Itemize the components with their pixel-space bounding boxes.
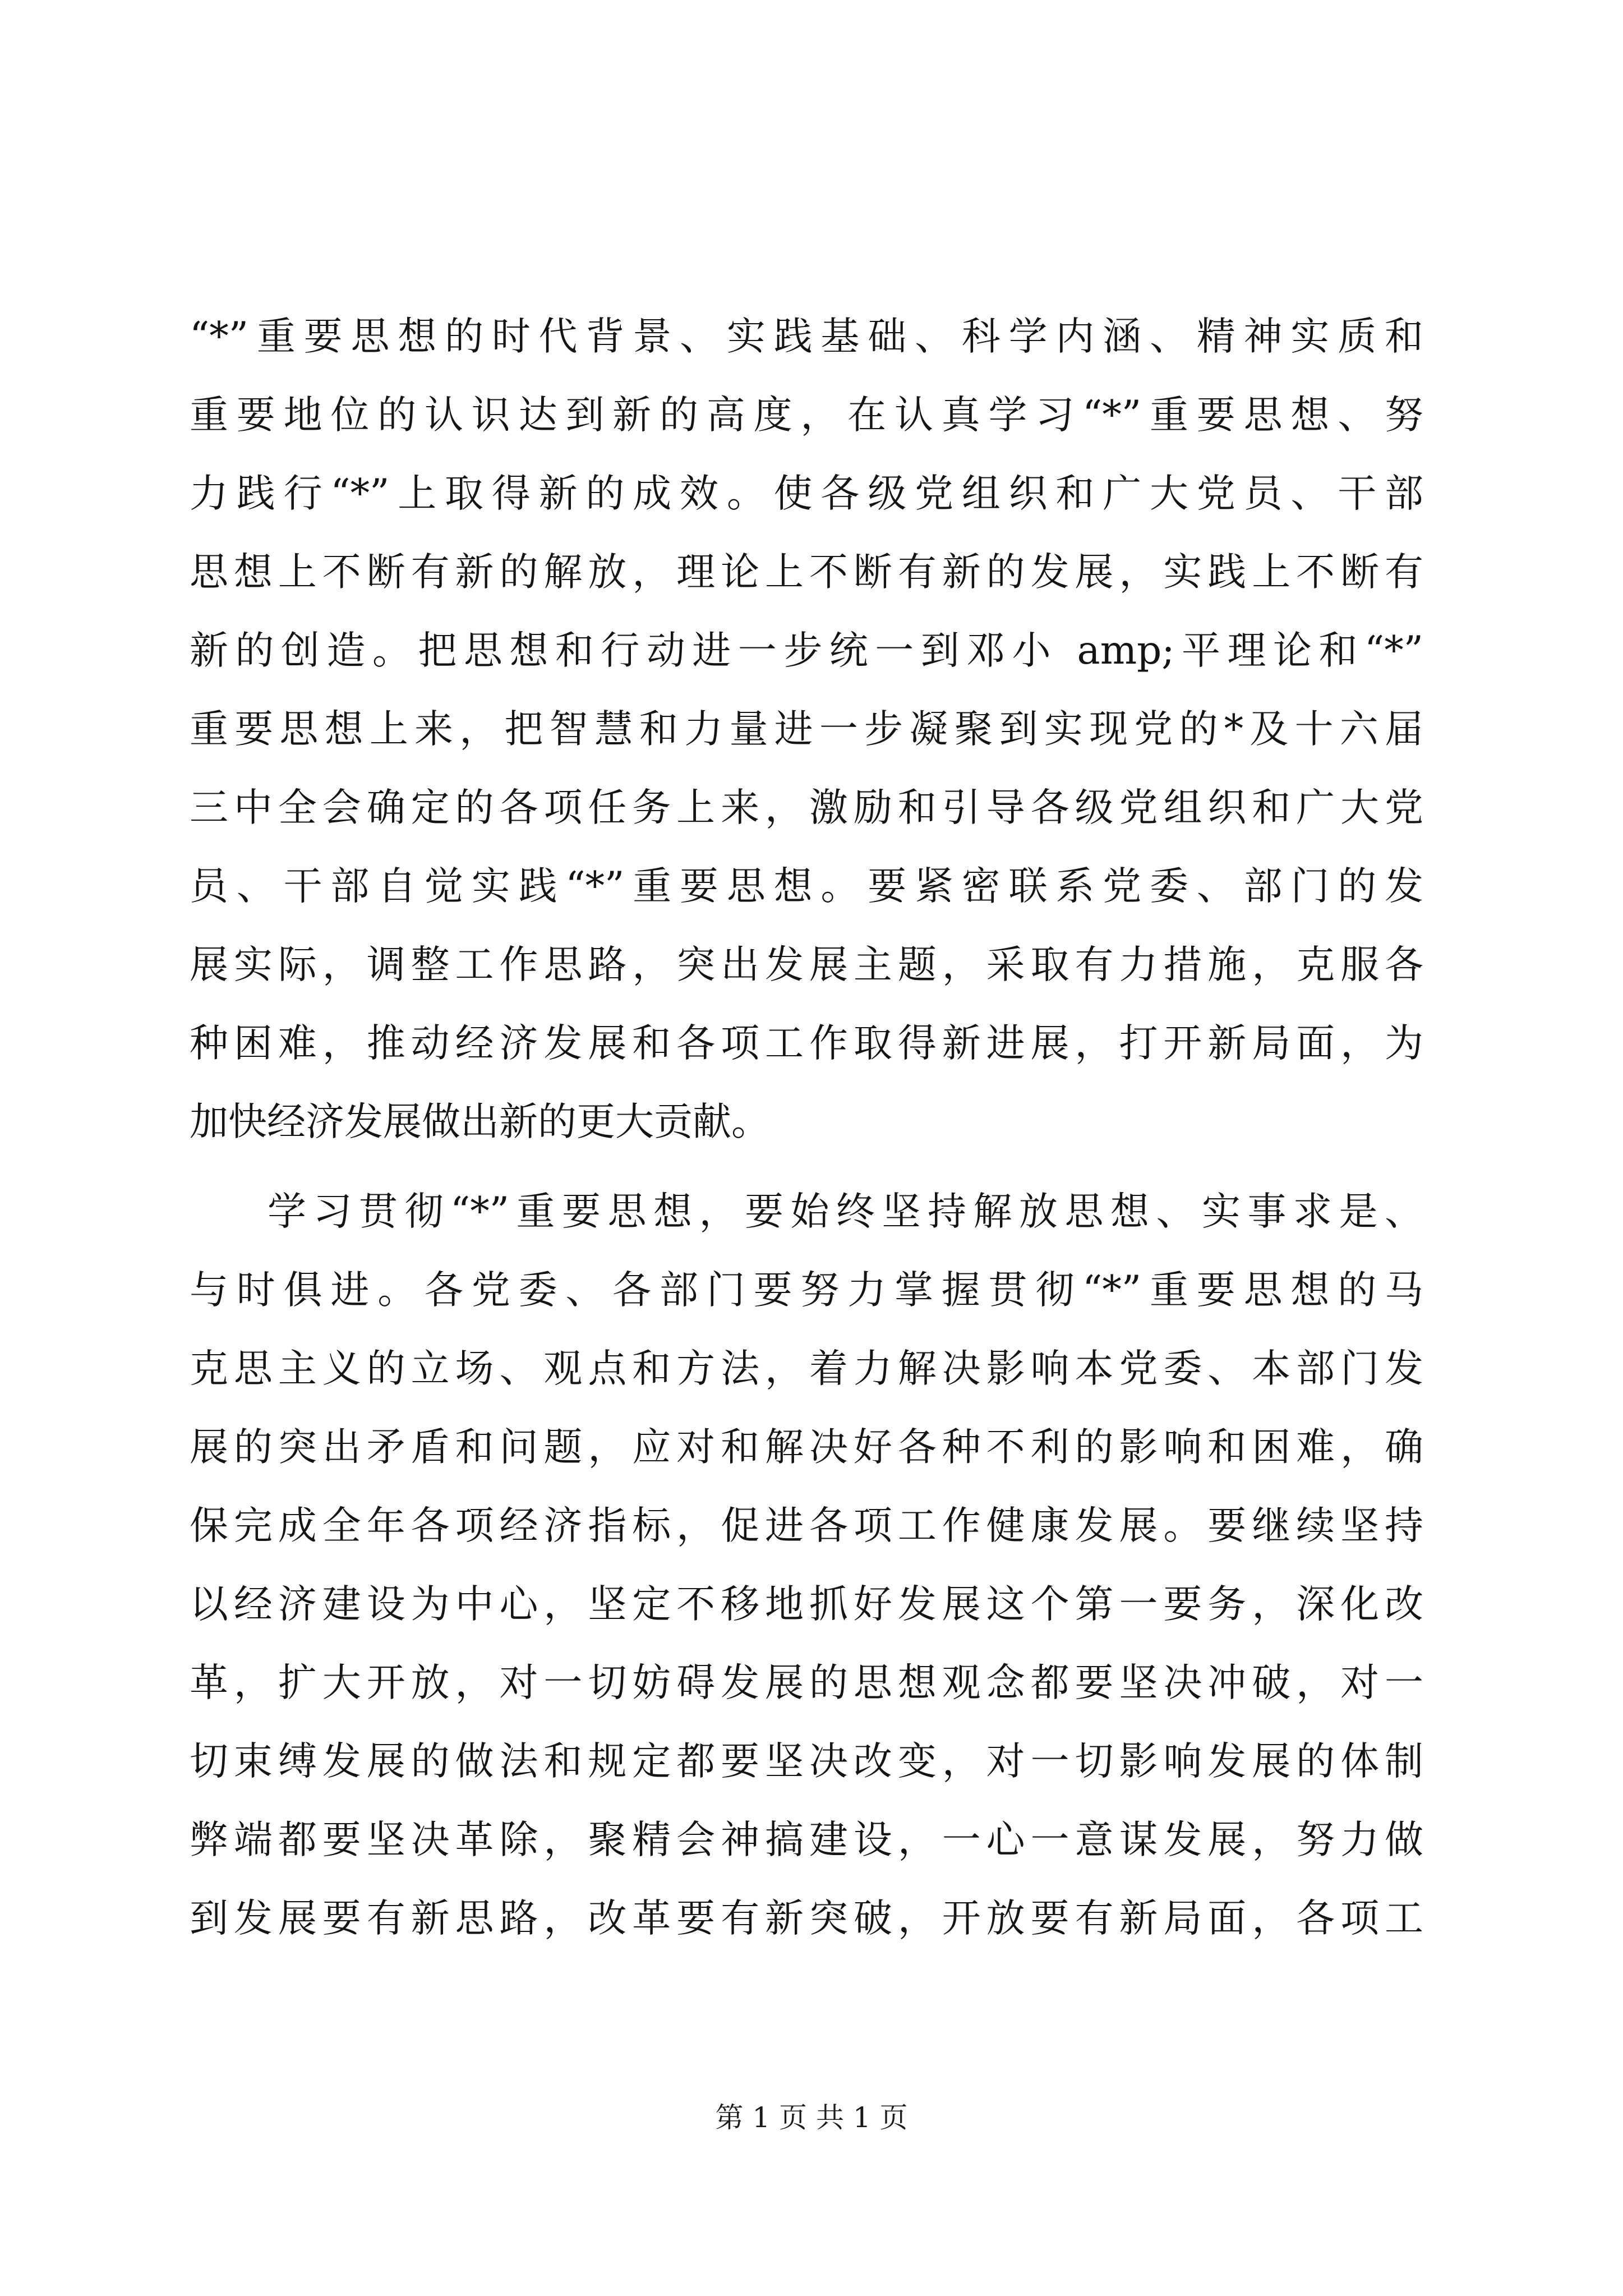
text-line: 展实际，调整工作思路，突出发展主题，采取有力措施，克服各 bbox=[190, 942, 1423, 987]
text-line: 克思主义的立场、观点和方法，着力解决影响本党委、本部门发 bbox=[190, 1346, 1423, 1391]
text-line: 新的创造。把思想和行动进一步统一到邓小 amp;平理论和“*” bbox=[190, 628, 1423, 673]
text-line: “*”重要思想的时代背景、实践基础、科学内涵、精神实质和 bbox=[190, 314, 1423, 359]
text-line: 力践行“*”上取得新的成效。使各级党组织和广大党员、干部 bbox=[190, 471, 1423, 516]
text-line: 思想上不断有新的解放，理论上不断有新的发展，实践上不断有 bbox=[190, 550, 1423, 595]
text-line: 与时俱进。各党委、各部门要努力掌握贯彻“*”重要思想的马 bbox=[190, 1268, 1423, 1313]
text-line: 员、干部自觉实践“*”重要思想。要紧密联系党委、部门的发 bbox=[190, 864, 1423, 909]
text-line: 到发展要有新思路，改革要有新突破，开放要有新局面，各项工 bbox=[190, 1896, 1423, 1941]
paragraph-1 bbox=[190, 297, 1423, 1161]
page-number-footer: 第 1 页 共 1 页 bbox=[715, 2101, 908, 2134]
text-line: 以经济建设为中心，坚定不移地抓好发展这个第一要务，深化改 bbox=[190, 1582, 1423, 1627]
text-line: 切束缚发展的做法和规定都要坚决改变，对一切影响发展的体制 bbox=[190, 1739, 1423, 1784]
text-line: 学习贯彻“*”重要思想，要始终坚持解放思想、实事求是、 bbox=[268, 1189, 1423, 1234]
text-line: 弊端都要坚决革除，聚精会神搞建设，一心一意谋发展，努力做 bbox=[190, 1818, 1423, 1862]
text-line: 加快经济发展做出新的更大贡献。 bbox=[190, 1099, 770, 1144]
text-line: 展的突出矛盾和问题，应对和解决好各种不利的影响和困难，确 bbox=[190, 1425, 1423, 1470]
paragraph-2 bbox=[190, 1172, 1423, 1958]
text-line: 革，扩大开放，对一切妨碍发展的思想观念都要坚决冲破，对一 bbox=[190, 1660, 1423, 1705]
text-line: 重要思想上来，把智慧和力量进一步凝聚到实现党的*及十六届 bbox=[190, 707, 1423, 752]
text-line: 三中全会确定的各项任务上来，激励和引导各级党组织和广大党 bbox=[190, 785, 1423, 830]
paragraph-spacer bbox=[190, 1161, 1423, 1172]
text-line: 保完成全年各项经济指标，促进各项工作健康发展。要继续坚持 bbox=[190, 1503, 1423, 1548]
text-line: 种困难，推动经济发展和各项工作取得新进展，打开新局面，为 bbox=[190, 1021, 1423, 1066]
text-line: 重要地位的认识达到新的高度，在认真学习“*”重要思想、努 bbox=[190, 393, 1423, 438]
document-body bbox=[190, 297, 1423, 1958]
